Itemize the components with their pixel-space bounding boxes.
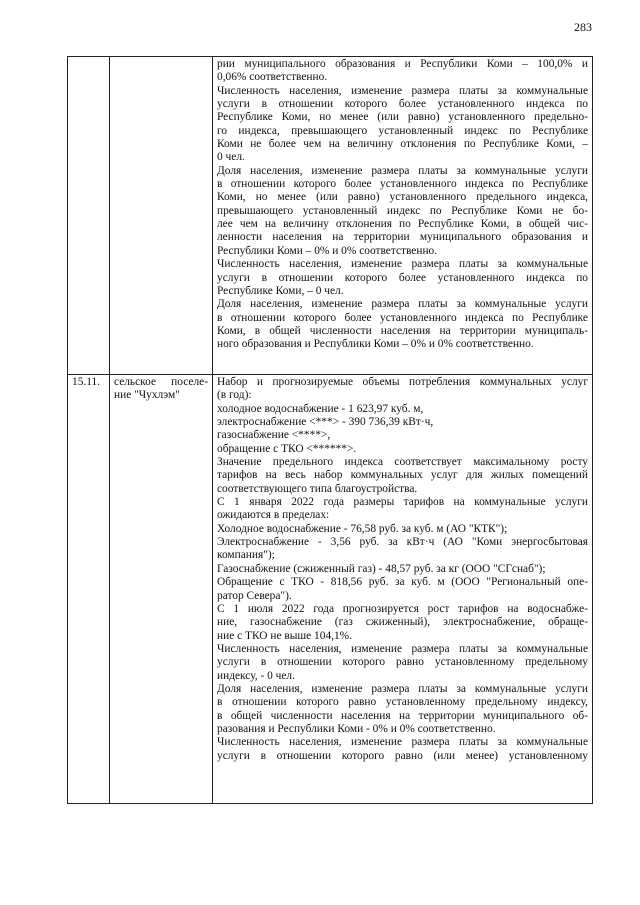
text-line: Численность населения, изменение размера платы за коммунальные: [217, 736, 588, 749]
text-line: Доля населения, изменение размера платы за коммунальные услуги: [217, 164, 588, 177]
settlement-name-cell: [110, 375, 213, 804]
text-line: Республике Коми, – 0 чел.: [217, 284, 344, 297]
text-line: ного образования и Республики Коми – 0% и 0% соответственно.: [217, 338, 534, 351]
text-line: Электроснабжение - 3,56 руб. за кВт·ч (АО "Коми энергосбытовая: [217, 536, 588, 549]
text-line: Коми, в общей численности населения на территории муниципаль-: [217, 324, 588, 337]
text-line: ние, газоснабжение (газ сжиженный), электроснабжение, обраще-: [217, 616, 588, 629]
page-number: 283: [574, 20, 592, 34]
tariff-table: [67, 56, 593, 804]
table-row: [68, 375, 593, 804]
text-line: 0,06% соответственно.: [217, 71, 328, 84]
text-line: Республики Коми – 0% и 0% соответственно.: [217, 244, 438, 257]
text-line: Численность населения, изменение размера платы за коммунальные: [217, 84, 588, 97]
description-cell: [213, 57, 593, 375]
text-line: в общей численности населения на территории муниципального об-: [217, 709, 588, 722]
text-line: Холодное водоснабжение - 76,58 руб. за куб. м (АО "КТК");: [217, 522, 508, 535]
row-number-cell: [68, 57, 110, 375]
text-line: тарифов на весь набор коммунальных услуг для жилых помещений: [217, 469, 588, 482]
text-line: газоснабжение <****>,: [217, 429, 331, 442]
text-line: индексу, - 0 чел.: [217, 669, 295, 682]
table-row: [68, 57, 593, 375]
text-line: услуги в отношении которого равно установленному предельному: [217, 656, 588, 669]
text-line: в отношении которого более установленного индекса по Республике: [217, 311, 588, 324]
text-line: Значение предельного индекса соответствует максимальному росту: [217, 456, 588, 469]
text-line: разования и Республики Коми - 0% и 0% соответственно.: [217, 722, 496, 735]
text-line: Коми, но менее (или равно) установленного предельного индекса,: [217, 191, 588, 204]
text-line: Обращение с ТКО - 818,56 руб. за куб. м (ООО "Региональный опе-: [217, 576, 588, 589]
text-line: в отношении которого равно установленному предельному индексу,: [217, 696, 588, 709]
text-line: превышающего установленный индекс по Республике Коми не бо-: [217, 204, 588, 217]
text-line: Газоснабжение (сжиженный газ) - 48,57 руб. за кг (ООО "СГснаб");: [217, 562, 546, 575]
text-line: услуги в отношении которого более установленного индекса по: [217, 271, 588, 284]
text-line: Доля населения, изменение размера платы за коммунальные услуги: [217, 682, 588, 695]
text-line: услуги в отношении которого равно (или менее) установленному: [217, 749, 588, 762]
text-line: ленности населения на территории муниципального образования и: [217, 231, 588, 244]
text-line: в отношении которого более установленного индекса по Республике: [217, 178, 588, 191]
text-line: Доля населения, изменение размера платы за коммунальные услуги: [217, 298, 588, 311]
settlement-name-line: ние "Чухлэм": [114, 389, 180, 402]
settlement-name-cell: [110, 57, 213, 375]
text-line: Республике Коми, но менее (или равно) установленного предельно-: [217, 111, 588, 124]
text-line: (в год):: [217, 389, 252, 402]
text-line: Численность населения, изменение размера платы за коммунальные: [217, 642, 588, 655]
text-line: С 1 января 2022 года размеры тарифов на коммунальные услуги: [217, 496, 588, 509]
description-cell: [213, 375, 593, 804]
settlement-name-line: сельское поселе-: [114, 376, 208, 388]
text-line: ожидаются в пределах:: [217, 509, 330, 522]
text-line: холодное водоснабжение - 1 623,97 куб. м,: [217, 402, 424, 415]
text-line: электроснабжение <***> - 390 736,39 кВт·ч,: [217, 416, 434, 429]
text-line: Численность населения, изменение размера платы за коммунальные: [217, 258, 588, 271]
text-line: Набор и прогнозируемые объемы потребления коммунальных услуг: [217, 376, 588, 388]
text-line: компания");: [217, 549, 275, 562]
text-line: соответствующего типа благоустройства.: [217, 482, 418, 495]
text-line: обращение с ТКО <******>.: [217, 442, 357, 455]
row-number-cell: 15.11.: [68, 375, 110, 804]
text-line: ние с ТКО не выше 104,1%.: [217, 629, 353, 642]
text-line: рии муниципального образования и Республики Коми – 100,0% и: [217, 58, 588, 70]
text-line: ратор Севера").: [217, 589, 292, 602]
text-line: услуги в отношении которого более установленного индекса по: [217, 98, 588, 111]
text-line: 0 чел.: [217, 151, 245, 164]
text-line: С 1 июля 2022 года прогнозируется рост тарифов на водоснабже-: [217, 602, 588, 615]
text-line: Коми не более чем на величину отклонения по Республике Коми, –: [217, 138, 588, 151]
text-line: го индекса, превышающего установленный индекс по Республике: [217, 124, 588, 137]
text-line: лее чем на величину отклонения по Республике Коми, в общей чис-: [217, 218, 588, 231]
